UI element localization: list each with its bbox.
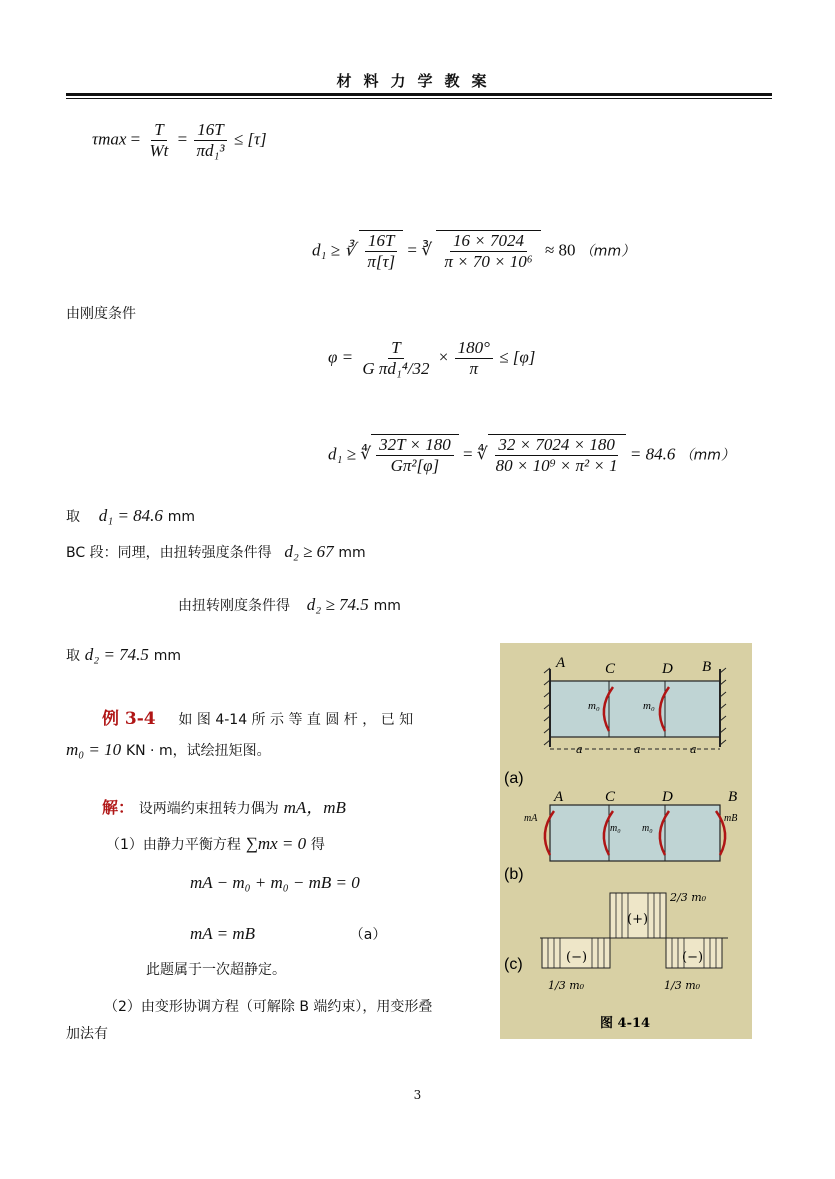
label-b-b: B (728, 789, 738, 805)
bottom-value-left: 1/3 m₀ (548, 979, 585, 992)
solution-line: 解： 设两端约束扭转力偶为 mA，mB (102, 798, 346, 817)
panel-c-label: (c) (504, 956, 523, 973)
tau-max: τmax (92, 129, 127, 149)
ma-label: mA (524, 813, 538, 824)
label-c: C (605, 661, 616, 677)
figure-4-14 (500, 643, 752, 1039)
m0-label-2: m₀ (643, 700, 655, 712)
label-a: A (556, 655, 566, 671)
equation-ma-mb: mA = mB （a） (190, 924, 387, 943)
m0-label-1: m₀ (588, 700, 600, 712)
note-indeterminate: 此题属于一次超静定。 (146, 962, 286, 978)
bc-stiffness: 由扭转刚度条件得 d₂ ≥ 74.5 mm (178, 595, 401, 614)
step2-line2: 加法有 (66, 1026, 108, 1042)
page-number: 3 (413, 1088, 422, 1102)
take-d1: 取 d₁ = 84.6 mm (66, 506, 195, 525)
minus-sign-1: (−) (566, 950, 588, 965)
take-d2: 取 d₂ = 74.5 mm (66, 645, 181, 664)
bc-strength: BC 段：同理，由扭转强度条件得 d₂ ≥ 67 mm (66, 542, 366, 561)
stiffness-label: 由刚度条件 (66, 306, 136, 322)
equation-diameter-stiffness: d₁ ≥ ∜ $\frac{32T \times 180}{\text{Gπ²[φ]}}$ = ∜ $\frac{32 \times 7024 \times 180}{\text{80 × 10⁹ × π² × 1}}$ = 84.6 （mm） (328, 435, 735, 475)
minus-sign-2: (−) (682, 950, 704, 965)
panel-a (504, 655, 726, 787)
header-rule (66, 93, 772, 96)
mb-label: mB (724, 813, 738, 824)
figure-caption: 图 4-14 (600, 1016, 651, 1031)
dim-a-1: a (576, 743, 583, 756)
page-header: 材料力学教案 (336, 72, 499, 90)
equation-twist-angle: φ = $\frac{T}{\text{G πd₁⁴/32}}$ × $\frac{180^\circ}{\pi}$ ≤ [φ] (328, 338, 536, 378)
label-b: B (702, 659, 712, 675)
equation-balance: mA − m₀ + m₀ − mB = 0 (190, 873, 360, 892)
label-b-d: D (662, 789, 673, 805)
torque-diagram (500, 643, 752, 1039)
example-heading: 例 3-4 如 图 4-14 所 示 等 直 圆 杆 ， 已 知 (102, 709, 414, 729)
top-value: 2/3 m₀ (670, 891, 707, 904)
panel-b (504, 789, 737, 883)
equation-diameter-strength: d₁ ≥ ∛ $\frac{16T}{\pi[\tau]}$ = ∛ $\frac{16 \times 7024}{\text{π × 70 × 10⁶}}$ ≈ 80 （mm） (312, 231, 636, 271)
step1: （1）由静力平衡方程 ∑mx = 0 得 (106, 834, 325, 853)
label-d: D (662, 661, 673, 677)
panel-c (504, 891, 728, 992)
label-b-a: A (554, 789, 564, 805)
header-rule-thin (66, 98, 772, 99)
dim-a-2: a (634, 743, 641, 756)
panel-b-label: (b) (504, 866, 524, 883)
step2-line1: （2）由变形协调方程（可解除 B 端约束），用变形叠 (104, 999, 433, 1015)
plus-sign: (+) (627, 912, 649, 927)
example-line2: m₀ = 10 KN · m，试绘扭矩图。 (66, 740, 271, 759)
m0-label-3: m₀ (610, 823, 621, 834)
dim-a-3: a (690, 743, 697, 756)
label-b-c: C (605, 789, 616, 805)
bottom-value-right: 1/3 m₀ (664, 979, 701, 992)
m0-label-4: m₀ (642, 823, 653, 834)
equation-shear-stress: τmax = $\frac{T}{Wt}$ = $\frac{16T}{\text{πd₁³}}$ ≤ [τ] (92, 120, 267, 160)
panel-a-label: (a) (504, 770, 524, 787)
